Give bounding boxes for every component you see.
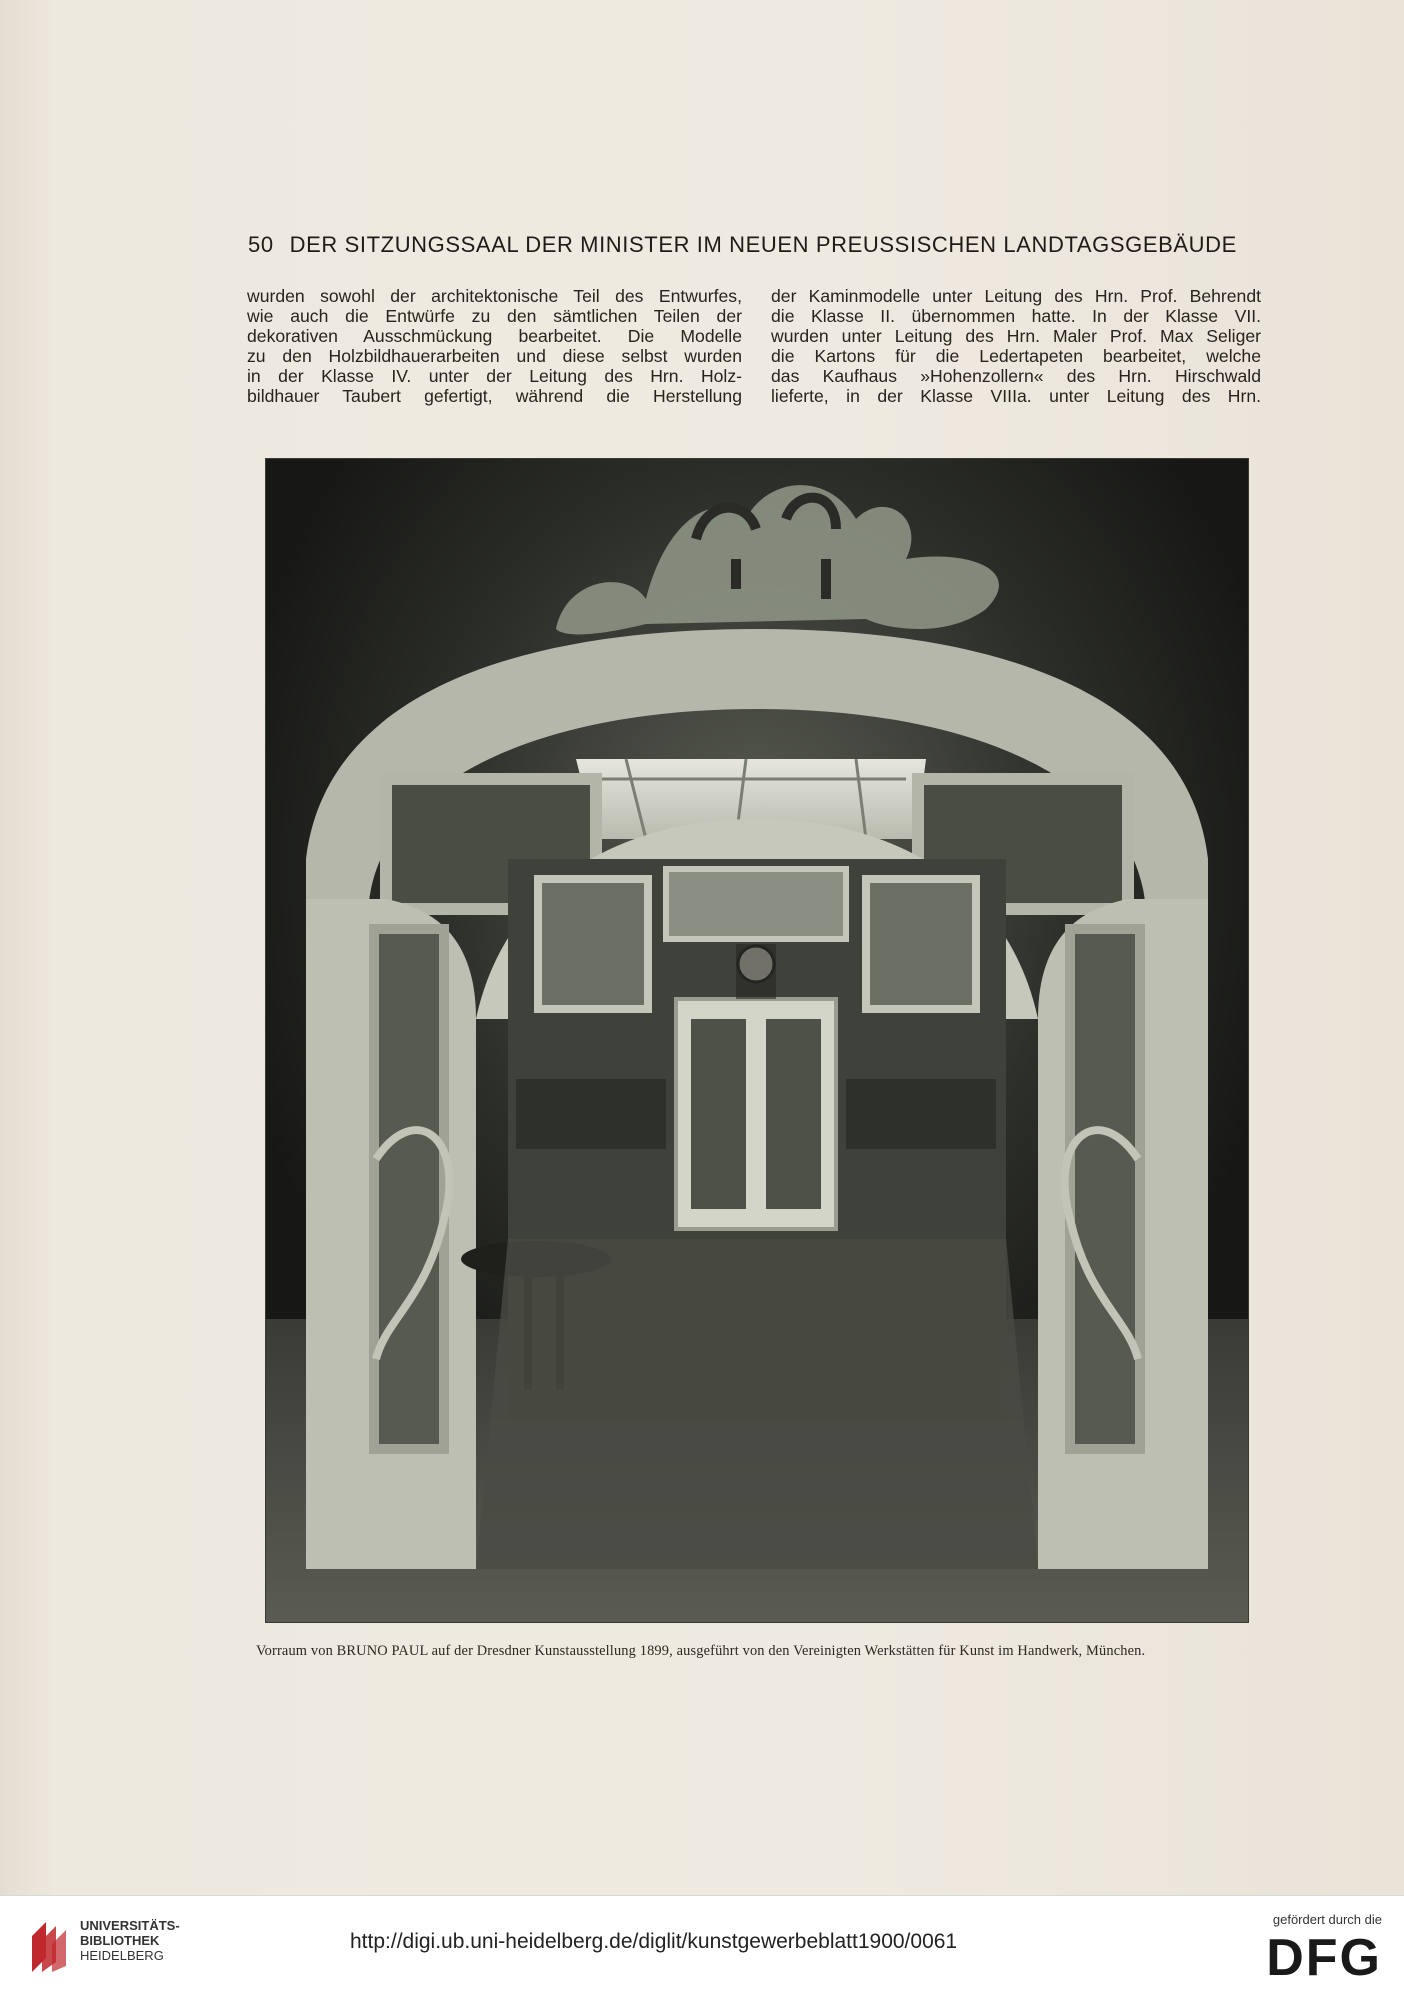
funded-by-label: gefördert durch die — [1272, 1912, 1382, 1927]
viewer-footer — [0, 1895, 1404, 1996]
text-line: zu den Holzbildhauerarbeiten und diese selbst wurden — [247, 346, 742, 366]
text-line: das Kaufhaus »Hohenzollern« des Hrn. Hirschwald — [771, 366, 1261, 386]
text-column-right — [771, 286, 1261, 406]
text-line: der Kaminmodelle unter Leitung des Hrn. Prof. Behrendt — [771, 286, 1261, 306]
text-line: in der Klasse IV. unter der Leitung des Hrn. Holz- — [247, 366, 742, 386]
text-line: wurden sowohl der architektonische Teil des Entwurfes, — [247, 286, 742, 306]
running-head — [248, 232, 1237, 258]
library-name-line: HEIDELBERG — [80, 1948, 164, 1963]
library-name[interactable] — [80, 1918, 180, 1963]
permalink-url[interactable]: http://digi.ub.uni-heidelberg.de/diglit/kunstgewerbeblatt1900/0061 — [350, 1930, 958, 1953]
university-library-logo-icon[interactable] — [28, 1916, 72, 1976]
text-line: die Klasse II. übernommen hatte. In der Klasse VII. — [771, 306, 1261, 326]
text-column-left — [247, 286, 742, 406]
dfg-logo[interactable]: DFG — [1266, 1929, 1382, 1987]
text-line: wie auch die Entwürfe zu den sämtlichen Teilen der — [247, 306, 742, 326]
library-name-line: UNIVERSITÄTS- — [80, 1918, 180, 1933]
text-line: bildhauer Taubert gefertigt, während die Herstellung — [247, 386, 742, 406]
page-number: 50 — [248, 232, 274, 257]
text-line: dekorativen Ausschmückung bearbeitet. Die Modelle — [247, 326, 742, 346]
running-head-title: DER SITZUNGSSAAL DER MINISTER IM NEUEN PREUSSISCHEN LANDTAGSGEBÄUDE — [289, 232, 1237, 257]
figure-photograph — [266, 459, 1248, 1622]
library-name-line: BIBLIOTHEK — [80, 1933, 160, 1948]
text-line: wurden unter Leitung des Hrn. Maler Prof. Max Seliger — [771, 326, 1261, 346]
text-line: die Kartons für die Ledertapeten bearbeitet, welche — [771, 346, 1261, 366]
figure-caption: Vorraum von BRUNO PAUL auf der Dresdner Kunstausstellung 1899, ausgeführt von den Vereinigten Werkstätten für Kunst im Handwerk, München. — [256, 1643, 1146, 1659]
vestibule-illustration — [266, 459, 1248, 1622]
text-line: lieferte, in der Klasse VIIIa. unter Leitung des Hrn. — [771, 386, 1261, 406]
